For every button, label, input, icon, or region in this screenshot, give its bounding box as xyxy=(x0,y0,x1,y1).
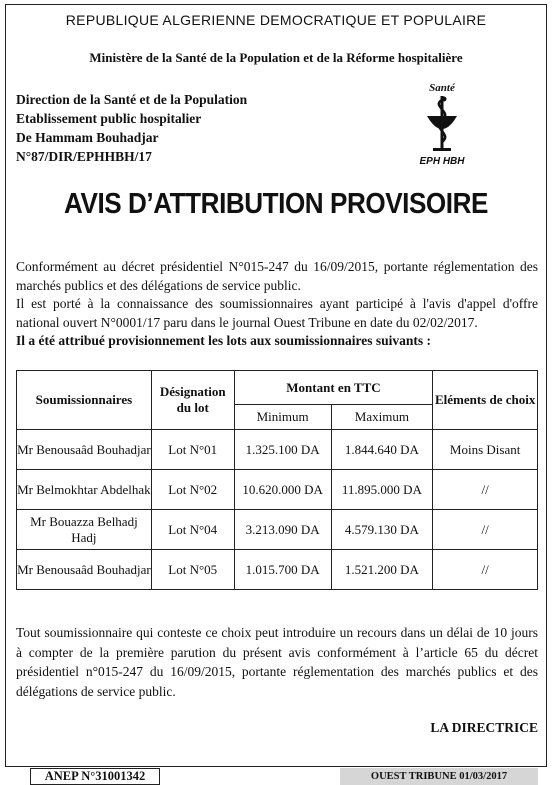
issuer-block xyxy=(16,90,247,166)
choice-cell: // xyxy=(433,470,538,510)
header-maximum: Maximum xyxy=(331,405,433,430)
intro-text xyxy=(16,258,538,351)
issuer-line-3: De Hammam Bouhadjar xyxy=(16,130,159,145)
header-bidders: Soumissionnaires xyxy=(17,371,152,430)
lot-cell: Lot N°05 xyxy=(151,550,234,590)
maximum-cell: 1.844.640 DA xyxy=(331,430,433,470)
anep-reference: ANEP N°31001342 xyxy=(30,768,160,785)
issuer-line-2: Etablissement public hospitalier xyxy=(16,111,202,126)
header-designation: Désignation du lot xyxy=(151,371,234,430)
attribution-table xyxy=(16,370,538,590)
lot-cell: Lot N°02 xyxy=(151,470,234,510)
signature: LA DIRECTRICE xyxy=(430,720,538,735)
table-row xyxy=(17,550,538,590)
maximum-cell: 1.521.200 DA xyxy=(331,550,433,590)
choice-cell: Moins Disant xyxy=(433,430,538,470)
bidder-cell: Mr Belmokhtar Abdelhak xyxy=(17,470,152,510)
bidder-cell: Mr Benousaâd Bouhadjar xyxy=(17,430,152,470)
caduceus-cup-icon xyxy=(411,78,473,170)
republic-header: REPUBLIQUE ALGERIENNE DEMOCRATIQUE ET POPULAIRE xyxy=(65,12,487,28)
newspaper-reference: OUEST TRIBUNE 01/03/2017 xyxy=(340,768,538,785)
logo-top-text: Santé xyxy=(429,82,455,94)
table-row xyxy=(17,430,538,470)
hospital-logo xyxy=(411,78,473,170)
minimum-cell: 3.213.090 DA xyxy=(234,510,331,550)
page-title: AVIS D’ATTRIBUTION PROVISOIRE xyxy=(64,188,488,220)
table-row xyxy=(17,510,538,550)
minimum-cell: 1.325.100 DA xyxy=(234,430,331,470)
choice-cell: // xyxy=(433,510,538,550)
ministry-header: Ministère de la Santé de la Population et de la Réforme hospitalière xyxy=(89,50,463,65)
intro-paragraph-3: Il a été attribué provisionnement les lots aux soumissionnaires suivants : xyxy=(16,333,432,348)
intro-paragraph-1: Conformément au décret présidentiel N°015-247 du 16/09/2015, portante réglementation des marchés publics et des délégations de service public. xyxy=(16,259,538,293)
choice-cell: // xyxy=(433,550,538,590)
bidder-cell: Mr Benousaâd Bouhadjar xyxy=(17,550,152,590)
minimum-cell: 10.620.000 DA xyxy=(234,470,331,510)
header-elements: Eléments de choix xyxy=(433,371,538,430)
header-amount: Montant en TTC xyxy=(234,371,433,405)
minimum-cell: 1.015.700 DA xyxy=(234,550,331,590)
logo-bottom-text: EPH HBH xyxy=(419,156,465,167)
lot-cell: Lot N°04 xyxy=(151,510,234,550)
table-row xyxy=(17,470,538,510)
lot-cell: Lot N°01 xyxy=(151,430,234,470)
maximum-cell: 4.579.130 DA xyxy=(331,510,433,550)
issuer-reference: N°87/DIR/EPHHBH/17 xyxy=(16,149,152,164)
header-minimum: Minimum xyxy=(234,405,331,430)
maximum-cell: 11.895.000 DA xyxy=(331,470,433,510)
intro-paragraph-2: Il est porté à la connaissance des soumissionnaires ayant participé à l'avis d'appel d'offre national ouvert N°0001/17 paru dans le journal Ouest Tribune en date du 02/02/2017. xyxy=(16,296,538,330)
appeal-paragraph: Tout soumissionnaire qui conteste ce choix peut introduire un recours dans un délai de 10 jours à compter de la première parution du présent avis conformément à l’article 65 du décret présidentiel n°015-247 du 16/09/2015, portante réglementation des marchés publics et des délégations de service public. xyxy=(16,625,538,699)
bidder-cell: Mr Bouazza Belhadj Hadj xyxy=(17,510,152,550)
issuer-line-1: Direction de la Santé et de la Population xyxy=(16,92,248,107)
